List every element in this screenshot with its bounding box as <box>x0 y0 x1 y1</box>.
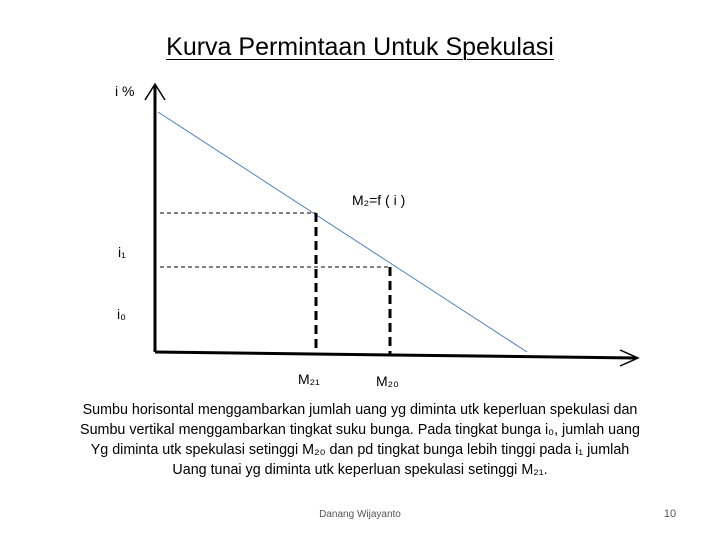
y-tick-label-i0: i₀ <box>117 306 126 322</box>
description-line: Sumbu vertikal menggambarkan tingkat suku bunga. Pada tingkat bunga i₀, jumlah uang <box>80 422 640 438</box>
x-tick-label-m21: M₂₁ <box>298 371 320 387</box>
y-axis-label: i % <box>115 83 135 99</box>
x-axis <box>155 352 636 358</box>
x-tick-label-m20: M₂₀ <box>376 373 399 389</box>
description-text <box>20 400 700 480</box>
page-number: 10 <box>663 508 677 520</box>
demand-curve <box>158 112 527 352</box>
description-line: Uang tunai yg diminta utk keperluan spekulasi setinggi M₂₁. <box>172 462 548 478</box>
description-line: Sumbu horisontal menggambarkan jumlah uang yg diminta utk keperluan spekulasi dan <box>82 402 638 418</box>
description-line: Yg diminta utk spekulasi setinggi M₂₀ dan pd tingkat bunga lebih tinggi pada i₁ jumlah <box>90 442 630 458</box>
curve-label: M₂=f ( i ) <box>352 192 406 208</box>
y-tick-label-i1: i₁ <box>118 244 126 260</box>
slide-title: Kurva Permintaan Untuk Spekulasi <box>166 33 554 61</box>
footer-author: Danang Wijayanto <box>319 509 401 520</box>
